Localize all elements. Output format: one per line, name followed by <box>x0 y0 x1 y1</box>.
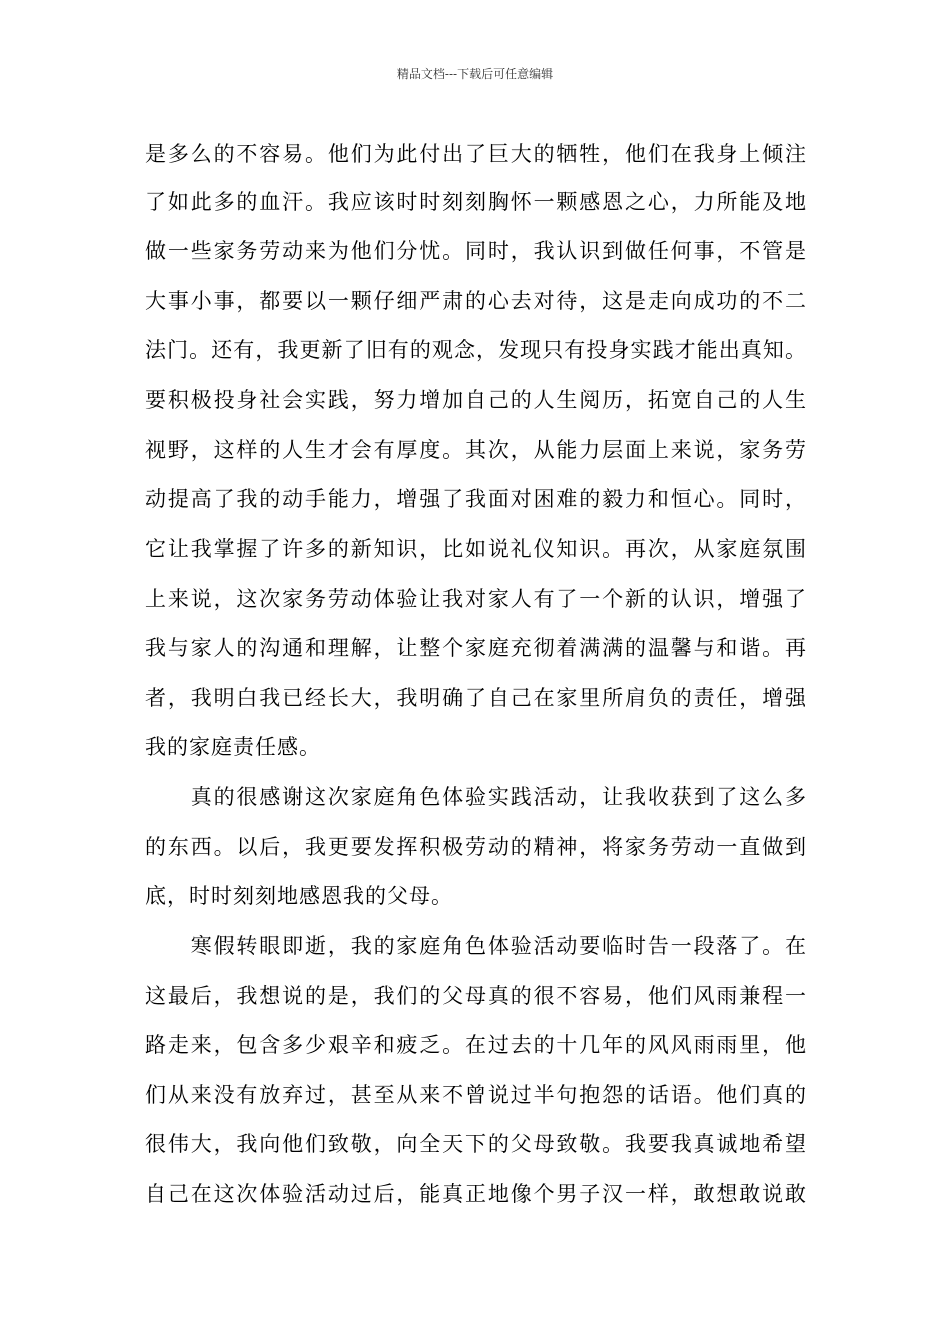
text-line: 底，时时刻刻地感恩我的父母。 <box>145 884 453 908</box>
text-line: 动提高了我的动手能力，增强了我面对困难的毅力和恒心。同时， <box>145 487 807 511</box>
text-line: 大事小事，都要以一颗仔细严肃的心去对待，这是走向成功的不二 <box>145 289 807 313</box>
page-header: 精品文档---下载后可任意编辑 <box>396 67 554 81</box>
text-line: 很伟大，我向他们致敬，向全天下的父母致敬。我要我真诚地希望 <box>145 1132 807 1156</box>
text-line: 们从来没有放弃过，甚至从来不曾说过半句抱怨的话语。他们真的 <box>145 1083 807 1107</box>
text-line: 真的很感谢这次家庭角色体验实践活动，让我收获到了这么多 <box>145 785 807 809</box>
text-line: 路走来，包含多少艰辛和疲乏。在过去的十几年的风风雨雨里，他 <box>145 1033 807 1057</box>
text-line: 法门。还有，我更新了旧有的观念，发现只有投身实践才能出真知。 <box>145 338 807 362</box>
text-line: 它让我掌握了许多的新知识，比如说礼仪知识。再次，从家庭氛围 <box>145 537 807 561</box>
text-line: 者，我明白我已经长大，我明确了自己在家里所肩负的责任，增强 <box>145 686 807 710</box>
text-line: 做一些家务劳动来为他们分忧。同时，我认识到做任何事，不管是 <box>145 239 807 263</box>
text-line: 寒假转眼即逝，我的家庭角色体验活动要临时告一段落了。在 <box>145 934 807 958</box>
text-line: 我的家庭责任感。 <box>145 735 321 759</box>
text-line: 要积极投身社会实践，努力增加自己的人生阅历，拓宽自己的人生 <box>145 388 807 412</box>
text-line: 我与家人的沟通和理解，让整个家庭充彻着满满的温馨与和谐。再 <box>145 636 807 660</box>
text-line: 上来说，这次家务劳动体验让我对家人有了一个新的认识，增强了 <box>145 587 807 611</box>
text-line: 了如此多的血汗。我应该时时刻刻胸怀一颗感恩之心，力所能及地 <box>145 190 807 214</box>
text-line: 视野，这样的人生才会有厚度。其次，从能力层面上来说，家务劳 <box>145 438 807 462</box>
text-line: 是多么的不容易。他们为此付出了巨大的牺牲，他们在我身上倾注 <box>145 142 807 166</box>
text-line: 这最后，我想说的是，我们的父母真的很不容易，他们风雨兼程一 <box>145 984 807 1008</box>
text-line: 的东西。以后，我更要发挥积极劳动的精神，将家务劳动一直做到 <box>145 835 807 859</box>
text-line: 自己在这次体验活动过后，能真正地像个男子汉一样，敢想敢说敢 <box>145 1182 807 1206</box>
